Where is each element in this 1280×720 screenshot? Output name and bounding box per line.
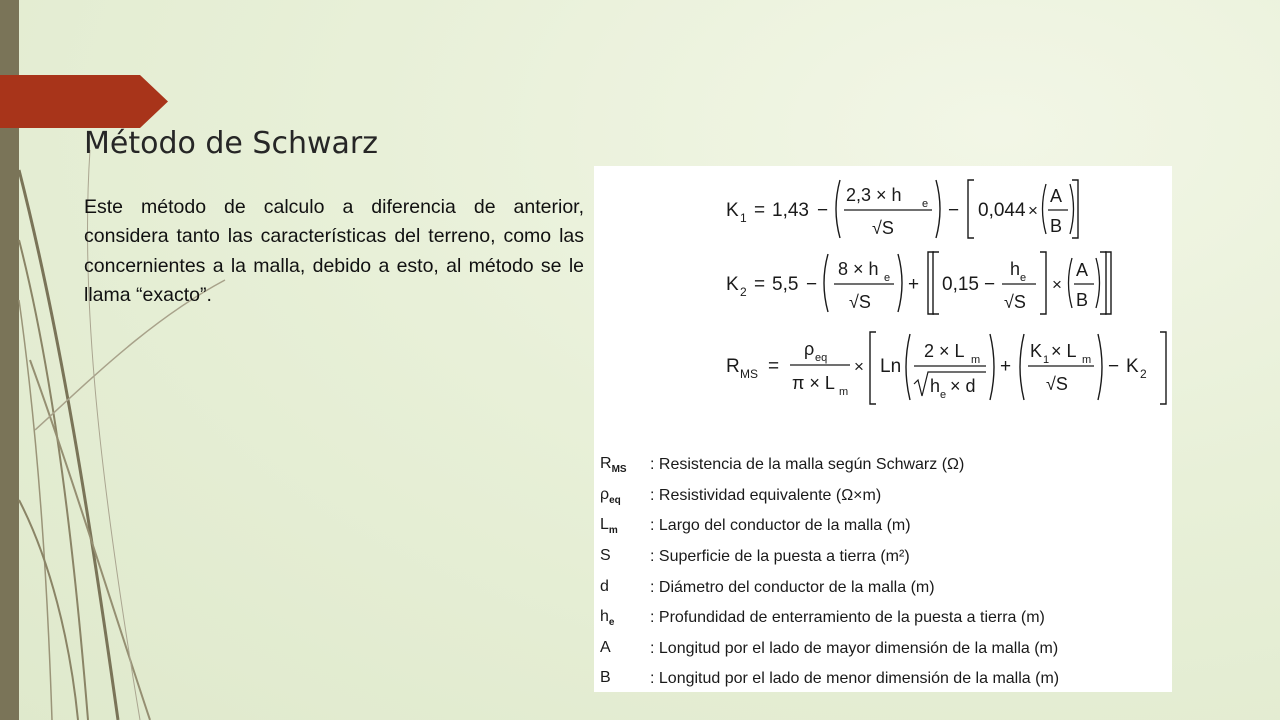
svg-text:ρ: ρ <box>804 339 815 359</box>
svg-text:R: R <box>726 356 740 377</box>
legend-row <box>600 572 1170 603</box>
svg-text:K: K <box>726 274 739 295</box>
legend-description: : Largo del conductor de la malla (m) <box>650 517 911 535</box>
svg-text:e: e <box>1020 272 1027 284</box>
svg-text:√S: √S <box>849 292 871 312</box>
svg-text:e: e <box>922 198 929 210</box>
svg-text:√S: √S <box>1046 374 1068 394</box>
svg-text:1: 1 <box>740 211 747 225</box>
svg-text:B: B <box>1076 290 1089 310</box>
formula-rms <box>726 332 1166 404</box>
svg-text:0,15: 0,15 <box>942 274 979 295</box>
svg-text:8 × h: 8 × h <box>838 259 879 279</box>
svg-text:=: = <box>754 200 766 221</box>
svg-text:+: + <box>1000 356 1012 377</box>
svg-text:×: × <box>1028 201 1038 220</box>
legend-symbol: $L_m$ <box>600 516 618 537</box>
svg-text:√S: √S <box>1004 292 1026 312</box>
formula-panel <box>594 166 1172 692</box>
svg-text:−: − <box>948 200 960 221</box>
svg-text:0,044: 0,044 <box>978 200 1026 221</box>
svg-text:K: K <box>1030 341 1043 361</box>
legend-description: : Superficie de la puesta a tierra (m²) <box>650 548 910 566</box>
svg-text:1,43: 1,43 <box>772 200 809 221</box>
svg-text:√S: √S <box>872 218 894 238</box>
svg-text:5,5: 5,5 <box>772 274 799 295</box>
legend-description: : Resistividad equivalente (Ω×m) <box>650 486 882 504</box>
svg-text:eq: eq <box>815 352 828 364</box>
svg-text:B: B <box>1050 216 1063 236</box>
slide-title: Método de Schwarz <box>84 126 378 161</box>
svg-text:m: m <box>839 386 849 398</box>
svg-text:−: − <box>984 274 996 295</box>
legend-row <box>600 542 1170 573</box>
legend-description: : Resistencia de la malla según Schwarz (Ω) <box>650 456 965 474</box>
formulas-block <box>594 166 1172 426</box>
svg-text:π × L: π × L <box>792 373 835 393</box>
svg-text:×: × <box>1052 275 1062 294</box>
svg-text:× d: × d <box>950 376 976 396</box>
legend-symbol: d <box>600 577 609 595</box>
legend-symbol: B <box>600 669 611 687</box>
svg-text:h: h <box>930 376 941 396</box>
svg-text:e: e <box>940 389 947 401</box>
legend-row <box>600 481 1170 512</box>
legend-symbol: $\rho_{eq}$ <box>600 485 621 506</box>
svg-text:Ln: Ln <box>880 356 902 377</box>
svg-text:h: h <box>1010 259 1021 279</box>
svg-text:MS: MS <box>740 367 758 381</box>
legend-row <box>600 511 1170 542</box>
svg-text:−: − <box>1108 356 1120 377</box>
legend-description: : Longitud por el lado de menor dimensión de la malla (m) <box>650 670 1060 688</box>
svg-text:× L: × L <box>1051 341 1077 361</box>
legend-description: : Longitud por el lado de mayor dimensión de la malla (m) <box>650 639 1059 657</box>
svg-text:×: × <box>854 357 864 376</box>
formula-k1 <box>726 180 1078 238</box>
title-accent-arrow <box>0 75 168 128</box>
legend-row <box>600 634 1170 665</box>
svg-text:2 × L: 2 × L <box>924 341 965 361</box>
legend-description: : Diámetro del conductor de la malla (m) <box>650 578 935 596</box>
svg-text:K: K <box>726 200 739 221</box>
symbol-legend <box>600 450 1170 695</box>
svg-text:=: = <box>754 274 766 295</box>
svg-text:m: m <box>971 354 981 366</box>
svg-text:2: 2 <box>1140 367 1147 381</box>
legend-row <box>600 664 1170 695</box>
legend-symbol: $R_{MS}$ <box>600 455 627 476</box>
svg-text:+: + <box>908 274 920 295</box>
legend-symbol: A <box>600 638 611 656</box>
svg-text:2,3 × h: 2,3 × h <box>846 185 902 205</box>
svg-text:A: A <box>1076 260 1089 280</box>
svg-text:A: A <box>1050 186 1063 206</box>
legend-symbol: S <box>600 546 611 564</box>
legend-row <box>600 450 1170 481</box>
svg-text:−: − <box>806 274 818 295</box>
svg-text:2: 2 <box>740 285 747 299</box>
svg-text:m: m <box>1082 354 1092 366</box>
svg-text:1: 1 <box>1043 354 1050 366</box>
svg-text:−: − <box>817 200 829 221</box>
legend-symbol: $h_e$ <box>600 608 615 629</box>
svg-text:e: e <box>884 272 891 284</box>
slide-body-text: Este método de calculo a diferencia de anterior, considera tanto las características del terreno, como las concernientes a la malla, debido a esto, al método se le llama “exacto”. <box>84 196 584 306</box>
svg-text:K: K <box>1126 356 1139 377</box>
svg-text:=: = <box>768 356 780 377</box>
formula-k2 <box>726 252 1111 314</box>
legend-description: : Profundidad de enterramiento de la puesta a tierra (m) <box>650 609 1045 627</box>
legend-row <box>600 603 1170 634</box>
